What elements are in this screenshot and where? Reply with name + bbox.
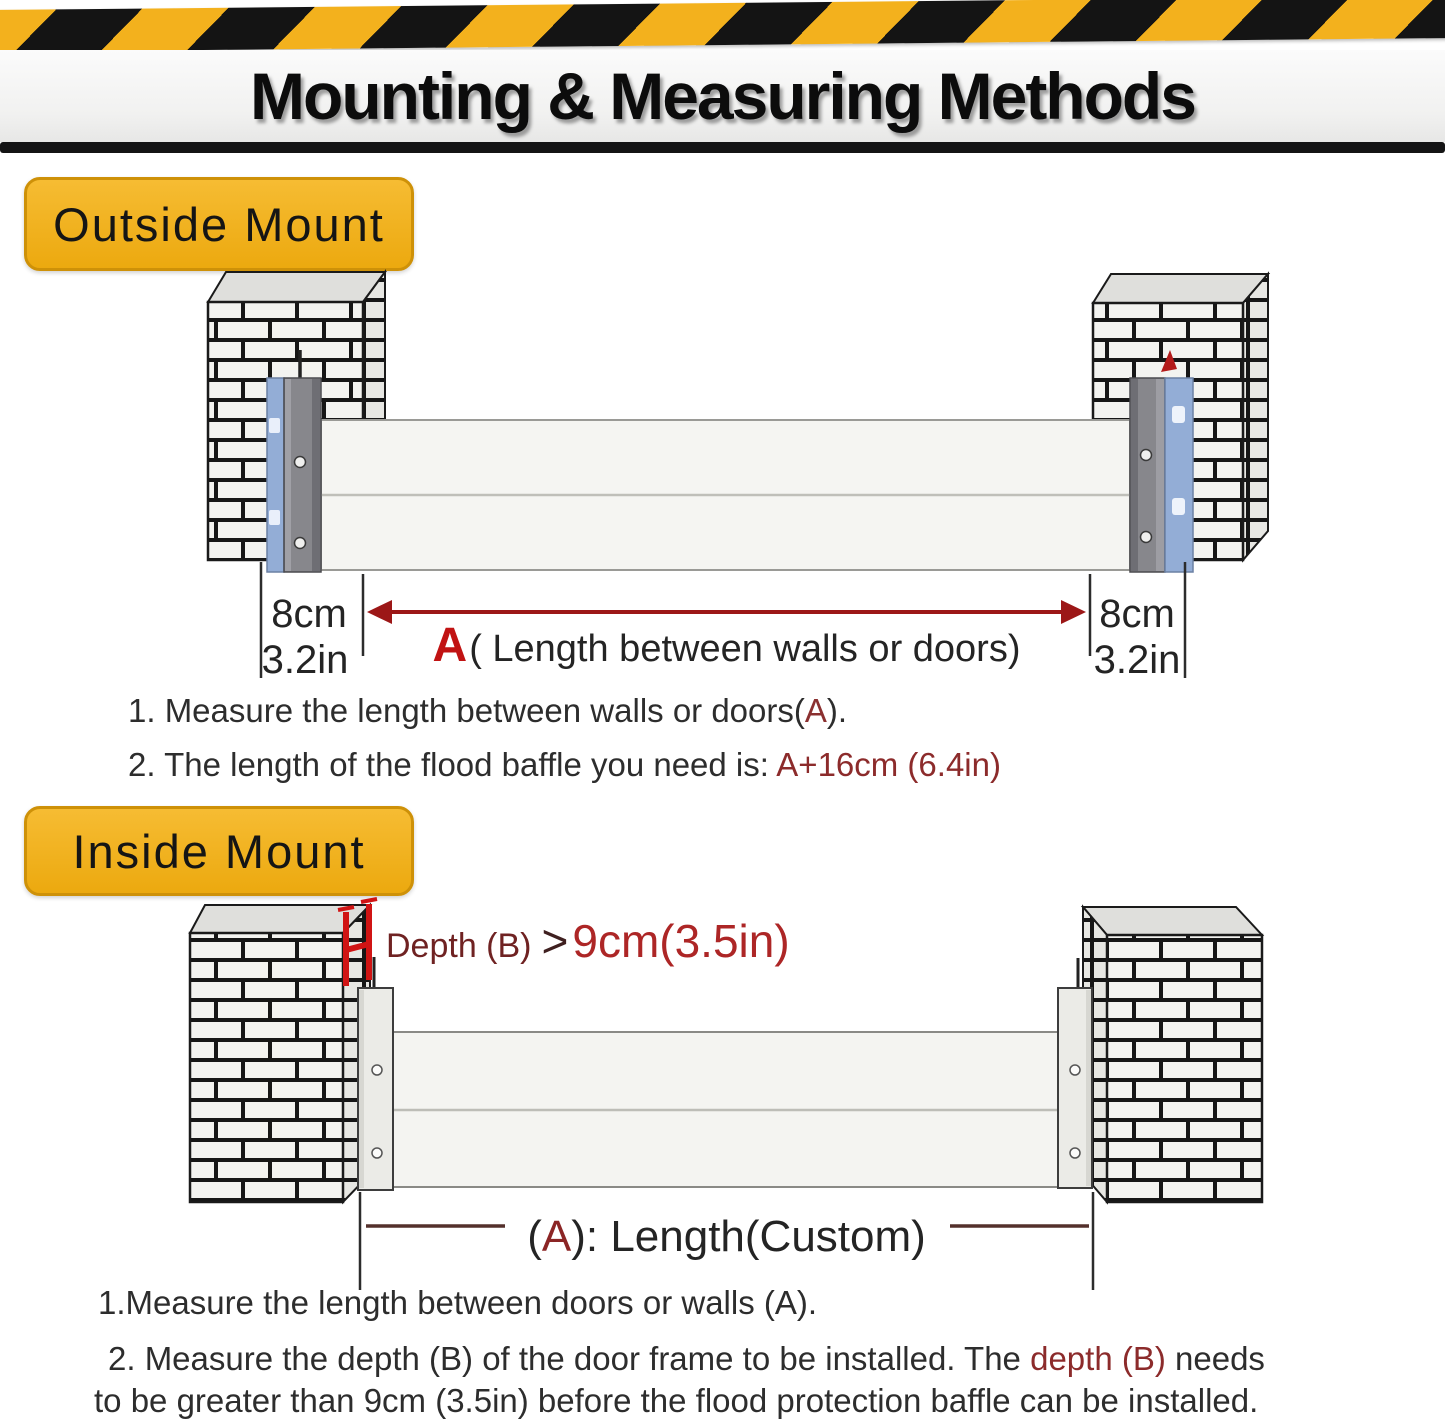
- flood-barrier-panel: [321, 420, 1130, 570]
- depth-annotation: [386, 914, 790, 968]
- mounting-bracket-right: [1130, 350, 1193, 572]
- screw-icon: [1070, 1065, 1080, 1075]
- mounting-bracket-left: [267, 350, 321, 572]
- depth-value: 9cm(3.5in): [572, 915, 790, 967]
- title-band: [0, 50, 1445, 142]
- outside-step-1: 1. Measure the length between walls or doors(A).: [128, 692, 848, 729]
- length-annotation: ( A ): Length(Custom): [527, 1212, 926, 1261]
- span-length-label: [363, 618, 1090, 673]
- inside-mount-badge: [24, 806, 414, 896]
- depth-label: Depth (B): [386, 927, 532, 965]
- screw-icon: [1070, 1148, 1080, 1158]
- mounting-channel-left: [358, 957, 393, 1190]
- left-offset-cm: 8cm: [271, 592, 347, 636]
- screw-icon: [372, 1065, 382, 1075]
- screw-icon: [1141, 532, 1152, 543]
- right-offset-cm: 8cm: [1099, 592, 1175, 636]
- hazard-stripes-icon: [0, 0, 1445, 52]
- screw-icon: [372, 1148, 382, 1158]
- screw-icon: [295, 538, 306, 549]
- inside-step-2: 2. Measure the depth (B) of the door frame to be installed. The depth (B) needs: [108, 1340, 1265, 1377]
- inside-step-1: 1.Measure the length between doors or walls (A).: [98, 1284, 818, 1321]
- right-offset-in: 3.2in: [1093, 638, 1181, 682]
- brick-pillar-right: [1083, 907, 1262, 1202]
- hazard-stripe-banner: [0, 0, 1445, 54]
- outside-mount-badge-label: Outside Mount: [53, 197, 385, 251]
- divider-bar: [0, 142, 1445, 153]
- screw-icon: [1141, 450, 1152, 461]
- screw-icon: [295, 457, 306, 468]
- inside-step-2-cont: to be greater than 9cm (3.5in) before the flood protection baffle can be installed.: [94, 1382, 1259, 1419]
- page-title: Mounting & Measuring Methods: [250, 59, 1195, 133]
- left-offset-in: 3.2in: [261, 638, 349, 682]
- outside-mount-badge: [24, 177, 414, 271]
- span-letter: A: [432, 619, 468, 672]
- outside-step-2: 2. The length of the flood baffle you need is: A+16cm (6.4in): [128, 746, 1001, 783]
- length-letter: A: [541, 1212, 572, 1261]
- mounting-channel-right: [1058, 958, 1092, 1188]
- flood-barrier-panel: [393, 1032, 1058, 1187]
- span-text: ( Length between walls or doors): [469, 628, 1021, 670]
- greater-than-sign: >: [541, 915, 569, 967]
- inside-mount-badge-label: Inside Mount: [72, 824, 366, 878]
